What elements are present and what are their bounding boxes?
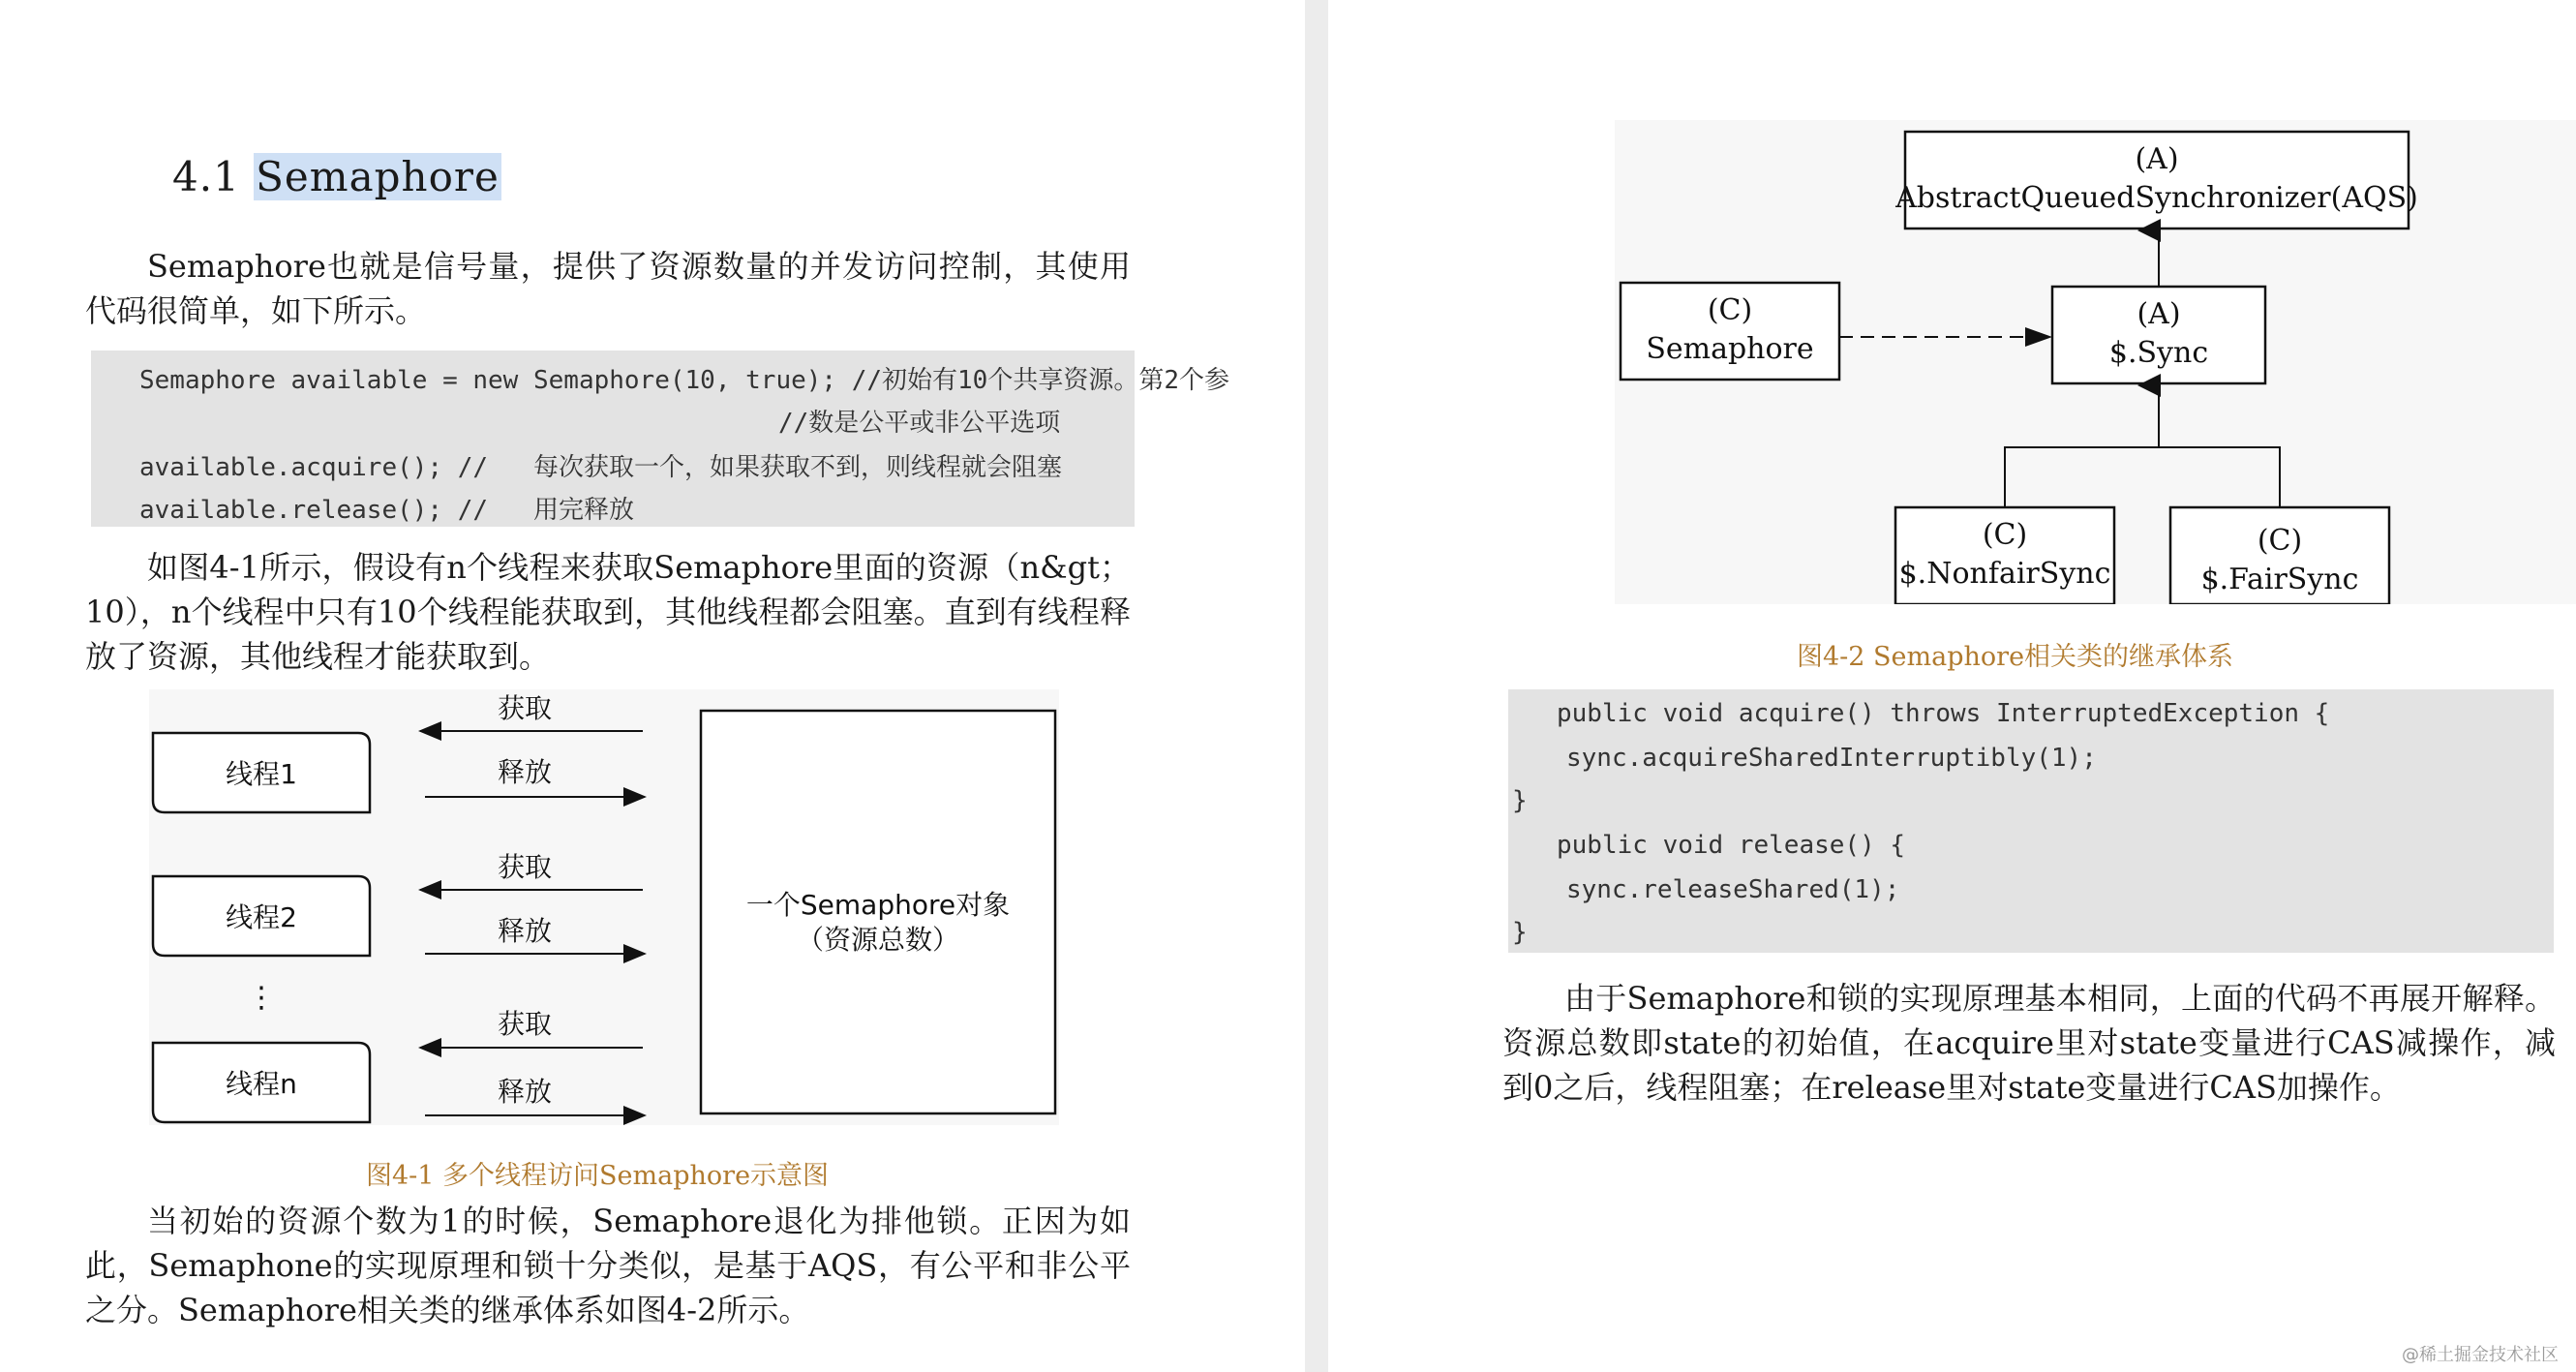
section-heading [172, 153, 501, 200]
thread-n-label: 线程n [226, 1068, 297, 1100]
closing-paragraph: 当初始的资源个数为1的时候，Semaphore退化为排他锁。正因为如此，Semaphone的实现原理和锁十分类似，是基于AQS，有公平和非公平之分。Semaphore相关类的继承体系如图4-2所示。 [85, 1203, 1131, 1328]
figure-4-2-caption: 图4-2 Semaphore相关类的继承体系 [1797, 642, 2234, 672]
figure-intro-paragraph: 如图4-1所示，假设有n个线程来获取Semaphore里面的资源（n&gt；10），n个线程中只有10个线程能获取到，其他线程都会阻塞。直到有线程释放了资源，其他线程才能获取到。 [85, 549, 1131, 675]
code-line: public void acquire() throws InterruptedException { [1557, 699, 2330, 728]
code-line: //数是公平或非公平选项 [778, 409, 1061, 438]
code-line: available.acquire(); // 每次获取一个，如果获取不到，则线程就会阻塞 [139, 453, 1062, 482]
explanation-paragraph: 由于Semaphore和锁的实现原理基本相同，上面的代码不再展开解释。资源总数即state的初始值，在acquire里对state变量进行CAS减操作，减到0之后，线程阻塞；在release里对state变量进行CAS加操作。 [1502, 980, 2556, 1106]
watermark: @稀土掘金技术社区 [2402, 1345, 2559, 1365]
release-label: 释放 [497, 1076, 553, 1108]
figure-4-1-caption: 图4-1 多个线程访问Semaphore示意图 [366, 1161, 830, 1191]
inheritance-diagram [1615, 120, 2576, 604]
acquire-label: 获取 [497, 1008, 553, 1040]
sync-type-label: (A) [2137, 297, 2181, 331]
right-page [1328, 0, 2576, 1372]
code-line: available.release(); // 用完释放 [139, 496, 634, 525]
thread-2-label: 线程2 [226, 901, 297, 933]
acquire-label: 获取 [497, 692, 553, 724]
thread-access-diagram [149, 689, 1059, 1125]
section-title-highlighted: Semaphore [256, 153, 500, 200]
intro-paragraph: Semaphore也就是信号量，提供了资源数量的并发访问控制，其使用代码很简单，如下所示。 [85, 248, 1131, 329]
release-label: 释放 [497, 756, 553, 788]
nonfairsync-type-label: (C) [1982, 518, 2028, 552]
code-line: Semaphore available = new Semaphore(10, true); //初始有10个共享资源。第2个参 [139, 366, 1229, 395]
sync-name-label: $.Sync [2108, 336, 2209, 370]
section-number: 4.1 [172, 153, 240, 200]
code-line: } [1512, 786, 1528, 815]
acquire-label: 获取 [497, 851, 553, 883]
fairsync-name-label: $.FairSync [2200, 563, 2359, 596]
code-line: } [1512, 918, 1528, 947]
thread-1-label: 线程1 [226, 758, 297, 790]
release-label: 释放 [497, 915, 553, 947]
aqs-type-label: (A) [2135, 142, 2179, 176]
fairsync-type-label: (C) [2257, 524, 2303, 558]
aqs-name-label: AbstractQueuedSynchronizer(AQS) [1895, 181, 2418, 215]
code-line: sync.releaseShared(1); [1566, 875, 1900, 904]
code-line: sync.acquireSharedInterruptibly(1); [1566, 744, 2097, 773]
semaphore-object-label: 一个Semaphore对象 [745, 889, 1011, 921]
ellipsis-dots: ⋮ [247, 981, 276, 1015]
page-gutter [1305, 0, 1328, 1372]
semaphore-name-label: Semaphore [1646, 332, 1814, 366]
semaphore-type-label: (C) [1707, 293, 1753, 327]
code-block-1 [91, 351, 1229, 527]
nonfairsync-name-label: $.NonfairSync [1898, 557, 2111, 591]
code-block-2 [1508, 689, 2554, 953]
code-line: public void release() { [1557, 831, 1906, 860]
resource-total-label: （资源总数） [796, 924, 960, 956]
